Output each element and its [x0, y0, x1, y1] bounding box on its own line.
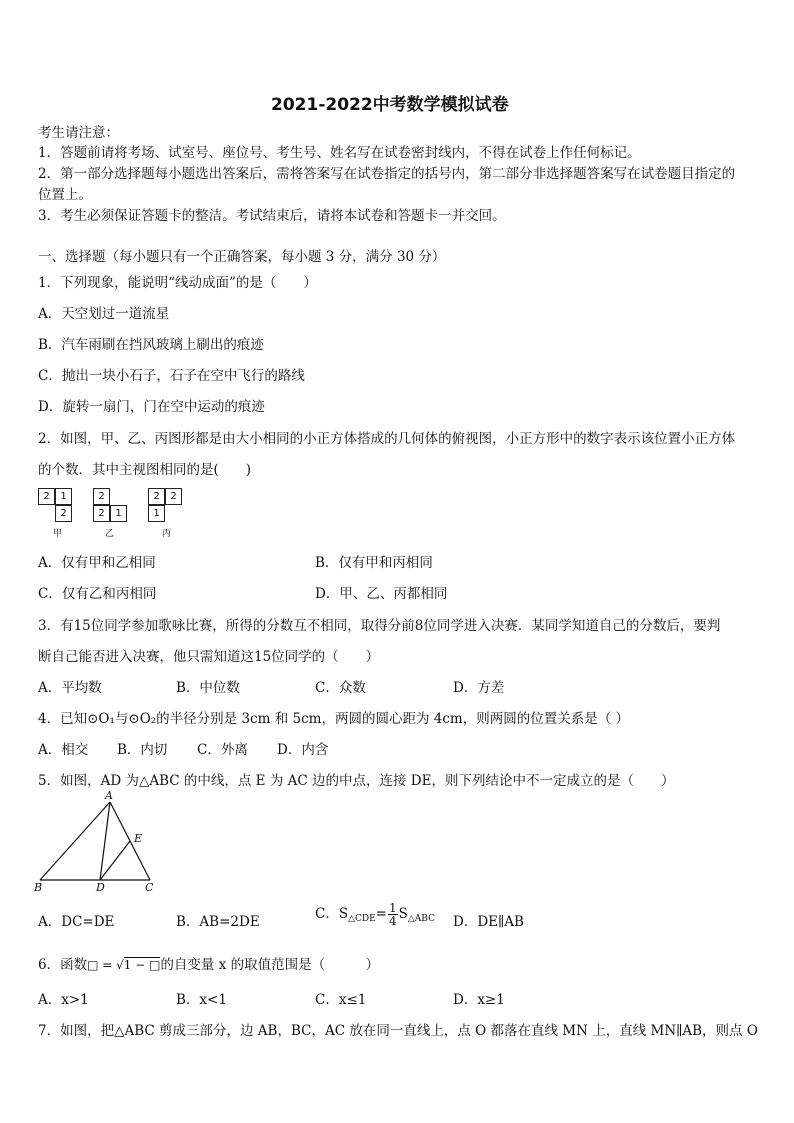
q2-jia-label: 甲: [53, 529, 63, 539]
q2-option-d: D．甲、乙、丙都相同: [315, 586, 448, 602]
q5-label-e: E: [134, 832, 143, 845]
q1-option-b: B．汽车雨刷在挡风玻璃上刷出的痕迹: [38, 337, 264, 353]
q4-stem: 4．已知⊙O₁与⊙O₂的半径分别是 3cm 和 5cm，两圆的圆心距为 4cm，则两圆的位置关系是（ ）: [38, 711, 629, 727]
q2-jia-cell: 2: [38, 488, 55, 505]
q5-option-c-s2: S: [398, 906, 408, 922]
q7-stem: 7．如图，把△ABC 剪成三部分，边 AB，BC，AC 放在同一直线上，点 O 都落在直线 MN 上，直线 MN∥AB，则点 O: [38, 1023, 758, 1039]
q1-option-a: A．天空划过一道流星: [38, 306, 170, 322]
q5-triangle-figure: [30, 790, 170, 900]
notice-item-2-cont: 位置上。: [38, 187, 92, 203]
q5-option-d: D．DE∥AB: [453, 914, 524, 930]
q6-formula-left: □ =: [87, 958, 113, 972]
q4-option-d: D．内含: [277, 742, 329, 758]
q5-label-b: B: [34, 881, 43, 894]
q5-option-c: [315, 902, 435, 927]
q6-formula: □ = √1 − □: [87, 958, 161, 972]
q2-option-b: B．仅有甲和丙相同: [315, 555, 433, 571]
q5-option-c-den: 4: [388, 914, 397, 928]
q6-option-a: A．x>1: [38, 992, 89, 1008]
q2-yi-label: 乙: [105, 529, 115, 539]
q5-side-ab: [40, 802, 110, 880]
q6-stem-b: 的自变量 x 的取值范围是（ ）: [160, 957, 380, 973]
q6-option-b: B．x<1: [176, 992, 227, 1008]
q5-option-c-sub2: △ABC: [407, 914, 435, 924]
q5-stem: 5．如图，AD 为△ABC 的中线，点 E 为 AC 边的中点，连接 DE，则下列结论中不一定成立的是（ ）: [38, 773, 675, 789]
q6-option-c: C．x≤1: [315, 992, 367, 1008]
q5-option-c-eq: =: [375, 906, 387, 922]
q2-jia-cell: 2: [55, 505, 72, 522]
q3-option-a: A．平均数: [38, 680, 102, 696]
q2-bing-cell: 2: [148, 488, 165, 505]
q2-bing-label: 丙: [162, 529, 172, 539]
q5-option-c-fraction: [388, 902, 398, 927]
q4-option-c: C．外离: [197, 742, 248, 758]
q1-stem: 1．下列现象，能说明“线动成面”的是（ ）: [38, 275, 317, 291]
q5-label-c: C: [145, 881, 154, 894]
q5-option-b: B．AB=2DE: [176, 914, 260, 930]
q3-option-c: C．众数: [315, 680, 366, 696]
q2-bing-cell: 1: [148, 505, 165, 522]
page-title: 2021-2022中考数学模拟试卷: [271, 95, 509, 115]
q6-option-d: D．x≥1: [453, 992, 505, 1008]
q2-bing-cell: 2: [165, 488, 182, 505]
q6-stem-a: 6．函数: [38, 957, 88, 973]
q2-stem-1: 2．如图，甲、乙、丙图形都是由大小相同的小正方体搭成的几何体的俯视图，小正方形中的数字表示该位置小正方体: [38, 431, 736, 447]
section-heading: 一、选择题（每小题只有一个正确答案，每小题 3 分，满分 30 分）: [38, 249, 446, 265]
q3-stem-2: 断自己能否进入决赛，他只需知道这15位同学的（ ）: [38, 649, 380, 665]
notice-item-3: 3．考生必须保证答题卡的整洁。考试结束后，请将本试卷和答题卡一并交回。: [38, 208, 506, 224]
q1-option-c: C．抛出一块小石子，石子在空中飞行的路线: [38, 368, 305, 384]
q2-option-a: A．仅有甲和乙相同: [38, 555, 156, 571]
q5-label-d: D: [96, 881, 105, 894]
notice-item-1: 1．答题前请将考场、试室号、座位号、考生号、姓名写在试卷密封线内，不得在试卷上作任何标记。: [38, 145, 641, 161]
q6-formula-radicand: 1 − □: [123, 958, 161, 972]
q2-yi-cell: 2: [93, 488, 110, 505]
q4-option-a: A．相交: [38, 742, 89, 758]
q4-option-b: B．内切: [117, 742, 168, 758]
q2-option-c: C．仅有乙和丙相同: [38, 586, 157, 602]
q2-stem-2: 的个数．其中主视图相同的是( ): [38, 462, 252, 478]
q5-label-a: A: [105, 790, 113, 802]
notice-item-2: 2．第一部分选择题每小题选出答案后，需将答案写在试卷指定的括号内，第二部分非选择题答案写在试卷题目指定的: [38, 166, 736, 182]
q5-option-c-num: 1: [388, 901, 397, 915]
notice-heading: 考生请注意：: [38, 125, 119, 141]
q1-option-d: D．旋转一扇门，门在空中运动的痕迹: [38, 399, 265, 415]
q6-stem: [38, 953, 379, 973]
q3-option-b: B．中位数: [176, 680, 240, 696]
q5-option-a: A．DC=DE: [38, 914, 115, 930]
q2-yi-cell: 1: [110, 505, 127, 522]
q3-stem-1: 3．有15位同学参加歌咏比赛，所得的分数互不相同，取得分前8位同学进入决赛．某同学知道自己的分数后，要判: [38, 618, 721, 634]
q5-option-c-sub1: △CDE: [348, 914, 376, 924]
q5-option-c-prefix: C．S: [315, 906, 349, 922]
q2-yi-cell: 2: [93, 505, 110, 522]
q2-jia-cell: 1: [55, 488, 72, 505]
q3-option-d: D．方差: [453, 680, 505, 696]
